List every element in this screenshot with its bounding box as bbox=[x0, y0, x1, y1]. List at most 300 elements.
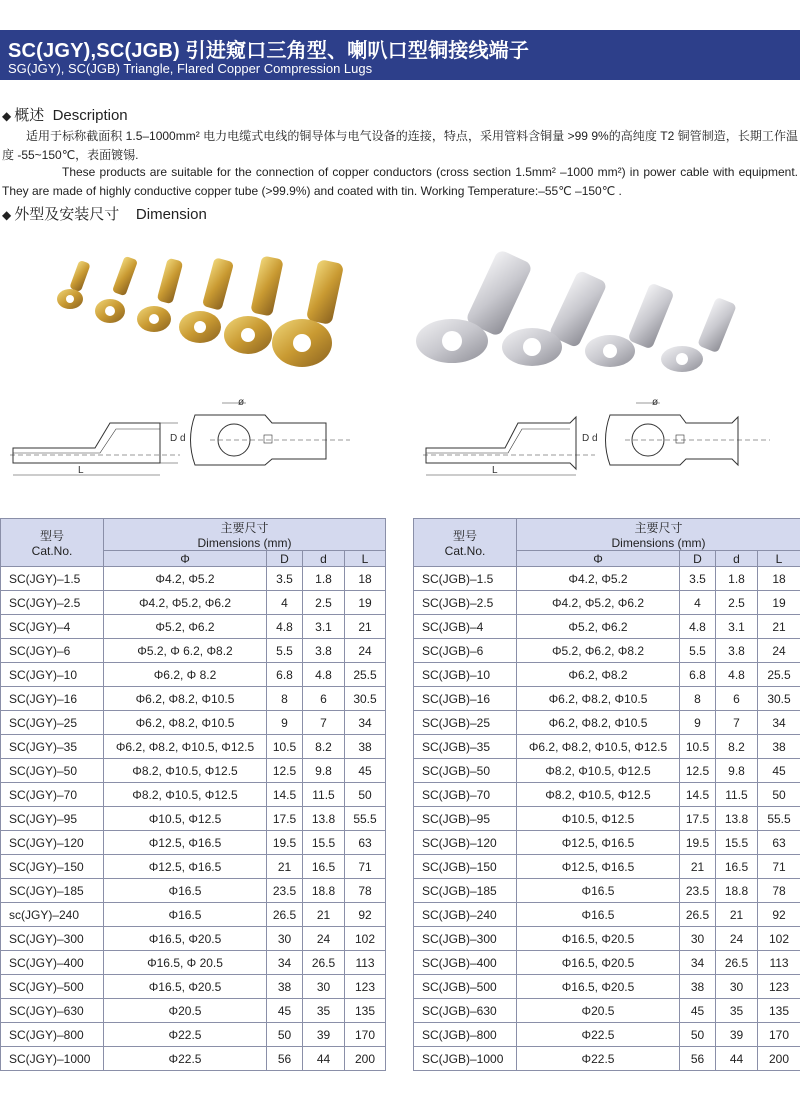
L-cell: 55.5 bbox=[345, 807, 386, 831]
d-cell: 18.8 bbox=[716, 879, 758, 903]
cat-no-cell: SC(JGY)–95 bbox=[1, 807, 104, 831]
table-row bbox=[1, 831, 386, 855]
D-cell: 19.5 bbox=[267, 831, 303, 855]
d-cell: 6 bbox=[716, 687, 758, 711]
stud-diameter-cell: Φ22.5 bbox=[517, 1023, 680, 1047]
cat-no-cell: SC(JGB)–1.5 bbox=[414, 567, 517, 591]
D-cell: 14.5 bbox=[680, 783, 716, 807]
cat-no-cell: SC(JGY)–50 bbox=[1, 759, 104, 783]
table-row bbox=[1, 807, 386, 831]
L-cell: 30.5 bbox=[345, 687, 386, 711]
table-row bbox=[414, 591, 800, 615]
d-cell: 30 bbox=[303, 975, 345, 999]
cat-no-cell: SC(JGY)–25 bbox=[1, 711, 104, 735]
d-cell: 35 bbox=[716, 999, 758, 1023]
D-cell: 17.5 bbox=[267, 807, 303, 831]
D-cell: 10.5 bbox=[680, 735, 716, 759]
cat-no-cell: SC(JGB)–25 bbox=[414, 711, 517, 735]
cat-no-cell: SC(JGY)–2.5 bbox=[1, 591, 104, 615]
dim-label-d: d bbox=[592, 433, 598, 444]
table-row bbox=[414, 1047, 800, 1071]
title-banner bbox=[0, 30, 800, 80]
D-cell: 3.5 bbox=[680, 567, 716, 591]
description-heading bbox=[2, 104, 128, 125]
L-cell: 71 bbox=[758, 855, 800, 879]
cat-no-cell: SC(JGY)–10 bbox=[1, 663, 104, 687]
D-cell: 12.5 bbox=[267, 759, 303, 783]
d-cell: 3.8 bbox=[716, 639, 758, 663]
D-cell: 3.5 bbox=[267, 567, 303, 591]
d-cell: 30 bbox=[716, 975, 758, 999]
cat-no-cell: SC(JGB)–185 bbox=[414, 879, 517, 903]
D-cell: 12.5 bbox=[680, 759, 716, 783]
table-row bbox=[414, 951, 800, 975]
side-profile-outline bbox=[426, 417, 576, 469]
d-cell: 1.8 bbox=[716, 567, 758, 591]
table-row bbox=[414, 975, 800, 999]
cat-no-cell: SC(JGB)–50 bbox=[414, 759, 517, 783]
D-cell: 19.5 bbox=[680, 831, 716, 855]
L-cell: 50 bbox=[345, 783, 386, 807]
cat-no-cell: SC(JGY)–120 bbox=[1, 831, 104, 855]
dims-header bbox=[517, 519, 800, 551]
table-row bbox=[1, 999, 386, 1023]
D-cell: 4 bbox=[680, 591, 716, 615]
description-english: These products are suitable for the connection of copper conductors (cross section 1.5mm² –1000 mm²) in power cable with equipment. They are made of highly conductive copper tube (>99.9%) and coated with tin. Working Temperature:–55℃ –150℃ . bbox=[2, 165, 798, 198]
D-cell: 21 bbox=[267, 855, 303, 879]
L-cell: 50 bbox=[758, 783, 800, 807]
L-cell: 123 bbox=[345, 975, 386, 999]
D-cell: 45 bbox=[267, 999, 303, 1023]
table-row bbox=[414, 807, 800, 831]
table-row bbox=[1, 567, 386, 591]
L-cell: 45 bbox=[345, 759, 386, 783]
d-cell: 21 bbox=[303, 903, 345, 927]
d-cell: 9.8 bbox=[716, 759, 758, 783]
description-heading-en: Description bbox=[52, 107, 128, 124]
stud-diameter-cell: Φ6.2, Φ8.2, Φ10.5 bbox=[104, 711, 267, 735]
D-cell: 50 bbox=[267, 1023, 303, 1047]
cat-no-cell: SC(JGY)–4 bbox=[1, 615, 104, 639]
L-cell: 135 bbox=[345, 999, 386, 1023]
L-header: L bbox=[345, 551, 386, 567]
table-row bbox=[414, 855, 800, 879]
title-english: SG(JGY), SC(JGB) Triangle, Flared Copper Compression Lugs bbox=[8, 61, 373, 76]
table-row bbox=[1, 711, 386, 735]
dims-header bbox=[104, 519, 386, 551]
L-cell: 123 bbox=[758, 975, 800, 999]
cat-no-cell: SC(JGB)–4 bbox=[414, 615, 517, 639]
stud-diameter-cell: Φ8.2, Φ10.5, Φ12.5 bbox=[517, 759, 680, 783]
cat-no-cell: SC(JGY)–1.5 bbox=[1, 567, 104, 591]
d-cell: 44 bbox=[303, 1047, 345, 1071]
D-cell: 5.5 bbox=[680, 639, 716, 663]
table-row bbox=[1, 927, 386, 951]
D-cell: 34 bbox=[267, 951, 303, 975]
stud-diameter-cell: Φ4.2, Φ5.2 bbox=[104, 567, 267, 591]
table-row bbox=[414, 783, 800, 807]
L-cell: 24 bbox=[345, 639, 386, 663]
stud-diameter-cell: Φ12.5, Φ16.5 bbox=[104, 831, 267, 855]
D-cell: 10.5 bbox=[267, 735, 303, 759]
dim-label-D: D bbox=[582, 433, 590, 444]
cat-no-cell: SC(JGB)–500 bbox=[414, 975, 517, 999]
D-cell: 4.8 bbox=[267, 615, 303, 639]
L-cell: 18 bbox=[758, 567, 800, 591]
cat-no-cell: SC(JGB)–240 bbox=[414, 903, 517, 927]
D-cell: 23.5 bbox=[680, 879, 716, 903]
stud-diameter-cell: Φ16.5 bbox=[104, 903, 267, 927]
jgy-table-body bbox=[1, 567, 386, 1071]
cat-no-cell: SC(JGB)–630 bbox=[414, 999, 517, 1023]
d-cell: 26.5 bbox=[303, 951, 345, 975]
d-cell: 39 bbox=[716, 1023, 758, 1047]
cat-no-cell: SC(JGY)–35 bbox=[1, 735, 104, 759]
description-heading-cn: 概述 bbox=[14, 107, 45, 124]
d-cell: 13.8 bbox=[303, 807, 345, 831]
stud-diameter-cell: Φ6.2, Φ 8.2 bbox=[104, 663, 267, 687]
stud-diameter-cell: Φ6.2, Φ8.2, Φ10.5, Φ12.5 bbox=[517, 735, 680, 759]
phi-header: Φ bbox=[104, 551, 267, 567]
d-cell: 9.8 bbox=[303, 759, 345, 783]
d-cell: 8.2 bbox=[303, 735, 345, 759]
L-cell: 19 bbox=[758, 591, 800, 615]
D-cell: 14.5 bbox=[267, 783, 303, 807]
d-cell: 3.8 bbox=[303, 639, 345, 663]
cat-no-cell: SC(JGB)–800 bbox=[414, 1023, 517, 1047]
D-cell: 8 bbox=[680, 687, 716, 711]
L-cell: 30.5 bbox=[758, 687, 800, 711]
L-cell: 24 bbox=[758, 639, 800, 663]
stud-diameter-cell: Φ4.2, Φ5.2 bbox=[517, 567, 680, 591]
L-header: L bbox=[758, 551, 800, 567]
L-cell: 102 bbox=[345, 927, 386, 951]
stud-diameter-cell: Φ16.5 bbox=[517, 879, 680, 903]
cat-no-cell: SC(JGY)–500 bbox=[1, 975, 104, 999]
D-cell: 17.5 bbox=[680, 807, 716, 831]
D-cell: 6.8 bbox=[267, 663, 303, 687]
dims-header-en: Dimensions (mm) bbox=[197, 536, 292, 550]
L-cell: 71 bbox=[345, 855, 386, 879]
D-cell: 23.5 bbox=[267, 879, 303, 903]
diamond-bullet-icon: ◆ bbox=[2, 208, 12, 222]
table-row bbox=[1, 1047, 386, 1071]
d-cell: 3.1 bbox=[716, 615, 758, 639]
cat-no-cell: SC(JGB)–300 bbox=[414, 927, 517, 951]
stud-diameter-cell: Φ16.5, Φ20.5 bbox=[104, 975, 267, 999]
L-cell: 200 bbox=[758, 1047, 800, 1071]
table-row bbox=[414, 1023, 800, 1047]
phi-header: Φ bbox=[517, 551, 680, 567]
cat-no-cell: sc(JGY)–240 bbox=[1, 903, 104, 927]
table-row bbox=[1, 663, 386, 687]
description-chinese: 适用于标称截面积 1.5–1000mm² 电力电缆式电线的铜导体与电气设备的连接，特点，采用管料含铜量 >99 9%的高纯度 T2 铜管制造，长期工作温度 -55~150℃，表面镀锡. bbox=[2, 129, 798, 162]
D-cell: 26.5 bbox=[267, 903, 303, 927]
dims-header-cn: 主要尺寸 bbox=[220, 521, 269, 535]
table-row bbox=[1, 615, 386, 639]
table-row bbox=[1, 903, 386, 927]
stud-diameter-cell: Φ22.5 bbox=[517, 1047, 680, 1071]
cat-no-cell: SC(JGY)–150 bbox=[1, 855, 104, 879]
stud-diameter-cell: Φ6.2, Φ8.2, Φ10.5 bbox=[104, 687, 267, 711]
d-cell: 6 bbox=[303, 687, 345, 711]
D-cell: 9 bbox=[267, 711, 303, 735]
dimension-heading bbox=[2, 203, 207, 224]
table-row bbox=[414, 831, 800, 855]
d-cell: 18.8 bbox=[303, 879, 345, 903]
table-row bbox=[1, 735, 386, 759]
table-row bbox=[414, 735, 800, 759]
stud-diameter-cell: Φ5.2, Φ6.2 bbox=[104, 615, 267, 639]
L-cell: 38 bbox=[345, 735, 386, 759]
stud-diameter-cell: Φ6.2, Φ8.2, Φ10.5 bbox=[517, 711, 680, 735]
cat-no-cell: SC(JGB)–2.5 bbox=[414, 591, 517, 615]
cat-no-cell: SC(JGB)–6 bbox=[414, 639, 517, 663]
table-row bbox=[1, 975, 386, 999]
stud-diameter-cell: Φ5.2, Φ6.2, Φ8.2 bbox=[517, 639, 680, 663]
cat-no-cell: SC(JGB)–35 bbox=[414, 735, 517, 759]
L-cell: 102 bbox=[758, 927, 800, 951]
L-cell: 63 bbox=[758, 831, 800, 855]
D-cell: 34 bbox=[680, 951, 716, 975]
stud-diameter-cell: Φ16.5, Φ20.5 bbox=[517, 951, 680, 975]
copper-lug-1 bbox=[57, 260, 91, 309]
D-cell: 8 bbox=[267, 687, 303, 711]
cat-no-cell: SC(JGY)–1000 bbox=[1, 1047, 104, 1071]
table-row bbox=[1, 639, 386, 663]
L-cell: 78 bbox=[758, 879, 800, 903]
D-cell: 38 bbox=[680, 975, 716, 999]
table-row bbox=[414, 567, 800, 591]
d-cell: 16.5 bbox=[716, 855, 758, 879]
D-cell: 9 bbox=[680, 711, 716, 735]
cat-no-cell: SC(JGB)–70 bbox=[414, 783, 517, 807]
D-cell: 21 bbox=[680, 855, 716, 879]
stud-diameter-cell: Φ10.5, Φ12.5 bbox=[104, 807, 267, 831]
table-row bbox=[414, 663, 800, 687]
model-header-en: Cat.No. bbox=[444, 544, 486, 558]
cat-no-cell: SC(JGB)–10 bbox=[414, 663, 517, 687]
tinned-lug-4 bbox=[661, 297, 737, 372]
L-cell: 55.5 bbox=[758, 807, 800, 831]
d-cell: 4.8 bbox=[303, 663, 345, 687]
L-cell: 92 bbox=[758, 903, 800, 927]
dim-label-d: d bbox=[180, 433, 186, 444]
stud-diameter-cell: Φ6.2, Φ8.2, Φ10.5, Φ12.5 bbox=[104, 735, 267, 759]
d-cell: 4.8 bbox=[716, 663, 758, 687]
D-cell: 56 bbox=[267, 1047, 303, 1071]
cat-no-cell: SC(JGY)–16 bbox=[1, 687, 104, 711]
jgy-dimension-table bbox=[0, 518, 386, 1071]
cat-no-cell: SC(JGB)–16 bbox=[414, 687, 517, 711]
stud-diameter-cell: Φ8.2, Φ10.5, Φ12.5 bbox=[104, 759, 267, 783]
d-cell: 24 bbox=[303, 927, 345, 951]
L-cell: 34 bbox=[758, 711, 800, 735]
d-cell: 15.5 bbox=[716, 831, 758, 855]
stud-diameter-cell: Φ10.5, Φ12.5 bbox=[517, 807, 680, 831]
stud-diameter-cell: Φ16.5 bbox=[104, 879, 267, 903]
table-row bbox=[1, 591, 386, 615]
dim-label-L: L bbox=[492, 465, 498, 476]
cat-no-cell: SC(JGB)–120 bbox=[414, 831, 517, 855]
table-row bbox=[1, 1023, 386, 1047]
d-cell: 44 bbox=[716, 1047, 758, 1071]
table-row bbox=[414, 927, 800, 951]
stud-diameter-cell: Φ20.5 bbox=[517, 999, 680, 1023]
d-cell: 2.5 bbox=[716, 591, 758, 615]
table-row bbox=[414, 639, 800, 663]
L-cell: 78 bbox=[345, 879, 386, 903]
table-row bbox=[414, 903, 800, 927]
D-cell: 38 bbox=[267, 975, 303, 999]
d-cell: 26.5 bbox=[716, 951, 758, 975]
L-cell: 92 bbox=[345, 903, 386, 927]
table-row bbox=[1, 951, 386, 975]
L-cell: 21 bbox=[345, 615, 386, 639]
model-header-cn: 型号 bbox=[39, 529, 64, 543]
model-header-en: Cat.No. bbox=[31, 544, 73, 558]
dimension-heading-cn: 外型及安装尺寸 bbox=[14, 206, 120, 223]
D-cell: 4 bbox=[267, 591, 303, 615]
dim-label-phi: ø bbox=[238, 397, 245, 408]
stud-diameter-cell: Φ8.2, Φ10.5, Φ12.5 bbox=[104, 783, 267, 807]
dimension-heading-en: Dimension bbox=[135, 206, 207, 223]
D-cell: 45 bbox=[680, 999, 716, 1023]
cat-no-cell: SC(JGB)–150 bbox=[414, 855, 517, 879]
copper-lug-6 bbox=[272, 259, 344, 367]
stud-diameter-cell: Φ8.2, Φ10.5, Φ12.5 bbox=[517, 783, 680, 807]
cat-no-cell: SC(JGY)–630 bbox=[1, 999, 104, 1023]
L-cell: 113 bbox=[345, 951, 386, 975]
stud-diameter-cell: Φ22.5 bbox=[104, 1023, 267, 1047]
stud-diameter-cell: Φ5.2, Φ 6.2, Φ8.2 bbox=[104, 639, 267, 663]
stud-diameter-cell: Φ20.5 bbox=[104, 999, 267, 1023]
d-cell: 24 bbox=[716, 927, 758, 951]
title-chinese: SC(JGY),SC(JGB) 引进窥口三角型、喇叭口型铜接线端子 bbox=[8, 40, 530, 62]
table-row bbox=[1, 687, 386, 711]
D-header: D bbox=[267, 551, 303, 567]
L-cell: 200 bbox=[345, 1047, 386, 1071]
stud-diameter-cell: Φ22.5 bbox=[104, 1047, 267, 1071]
D-header: D bbox=[680, 551, 716, 567]
cat-no-cell: SC(JGY)–70 bbox=[1, 783, 104, 807]
table-row bbox=[1, 759, 386, 783]
D-cell: 56 bbox=[680, 1047, 716, 1071]
stud-diameter-cell: Φ16.5, Φ20.5 bbox=[104, 927, 267, 951]
d-header: d bbox=[303, 551, 345, 567]
cat-no-cell: SC(JGY)–300 bbox=[1, 927, 104, 951]
cat-no-cell: SC(JGY)–185 bbox=[1, 879, 104, 903]
D-cell: 30 bbox=[267, 927, 303, 951]
stud-diameter-cell: Φ12.5, Φ16.5 bbox=[104, 855, 267, 879]
L-cell: 45 bbox=[758, 759, 800, 783]
model-header bbox=[1, 519, 104, 567]
L-cell: 34 bbox=[345, 711, 386, 735]
table-row bbox=[414, 759, 800, 783]
model-header-cn: 型号 bbox=[452, 529, 477, 543]
L-cell: 21 bbox=[758, 615, 800, 639]
diamond-bullet-icon: ◆ bbox=[2, 109, 12, 123]
cat-no-cell: SC(JGB)–400 bbox=[414, 951, 517, 975]
d-cell: 7 bbox=[303, 711, 345, 735]
d-cell: 1.8 bbox=[303, 567, 345, 591]
d-cell: 13.8 bbox=[716, 807, 758, 831]
D-cell: 4.8 bbox=[680, 615, 716, 639]
L-cell: 170 bbox=[345, 1023, 386, 1047]
d-header: d bbox=[716, 551, 758, 567]
jgb-dimension-table bbox=[413, 518, 800, 1071]
d-cell: 21 bbox=[716, 903, 758, 927]
d-cell: 16.5 bbox=[303, 855, 345, 879]
table-row bbox=[414, 879, 800, 903]
d-cell: 39 bbox=[303, 1023, 345, 1047]
stud-diameter-cell: Φ16.5, Φ20.5 bbox=[517, 927, 680, 951]
d-cell: 7 bbox=[716, 711, 758, 735]
copper-lug-2 bbox=[95, 256, 138, 323]
cat-no-cell: SC(JGY)–6 bbox=[1, 639, 104, 663]
table-row bbox=[414, 687, 800, 711]
dim-label-L: L bbox=[78, 465, 84, 476]
table-row bbox=[1, 855, 386, 879]
L-cell: 170 bbox=[758, 1023, 800, 1047]
table-row bbox=[414, 999, 800, 1023]
L-cell: 19 bbox=[345, 591, 386, 615]
dims-header-en: Dimensions (mm) bbox=[611, 536, 706, 550]
dim-label-phi: ø bbox=[652, 397, 659, 408]
D-cell: 26.5 bbox=[680, 903, 716, 927]
L-cell: 18 bbox=[345, 567, 386, 591]
d-cell: 11.5 bbox=[303, 783, 345, 807]
model-header bbox=[414, 519, 517, 567]
cat-no-cell: SC(JGY)–800 bbox=[1, 1023, 104, 1047]
cat-no-cell: SC(JGB)–1000 bbox=[414, 1047, 517, 1071]
tinned-lugs-photo bbox=[410, 243, 750, 383]
D-cell: 30 bbox=[680, 927, 716, 951]
D-cell: 6.8 bbox=[680, 663, 716, 687]
table-row bbox=[414, 615, 800, 639]
d-cell: 8.2 bbox=[716, 735, 758, 759]
d-cell: 11.5 bbox=[716, 783, 758, 807]
table-row bbox=[1, 879, 386, 903]
L-cell: 63 bbox=[345, 831, 386, 855]
D-cell: 5.5 bbox=[267, 639, 303, 663]
cat-no-cell: SC(JGY)–400 bbox=[1, 951, 104, 975]
stud-diameter-cell: Φ4.2, Φ5.2, Φ6.2 bbox=[104, 591, 267, 615]
stud-diameter-cell: Φ6.2, Φ8.2 bbox=[517, 663, 680, 687]
stud-diameter-cell: Φ4.2, Φ5.2, Φ6.2 bbox=[517, 591, 680, 615]
L-cell: 38 bbox=[758, 735, 800, 759]
cat-no-cell: SC(JGB)–95 bbox=[414, 807, 517, 831]
d-cell: 3.1 bbox=[303, 615, 345, 639]
L-cell: 25.5 bbox=[758, 663, 800, 687]
triangle-lug-drawing bbox=[10, 393, 370, 481]
stud-diameter-cell: Φ16.5, Φ20.5 bbox=[517, 975, 680, 999]
L-cell: 135 bbox=[758, 999, 800, 1023]
L-cell: 113 bbox=[758, 951, 800, 975]
d-cell: 35 bbox=[303, 999, 345, 1023]
flared-lug-drawing bbox=[420, 393, 790, 481]
stud-diameter-cell: Φ16.5 bbox=[517, 903, 680, 927]
stud-diameter-cell: Φ5.2, Φ6.2 bbox=[517, 615, 680, 639]
table-row bbox=[1, 783, 386, 807]
D-cell: 50 bbox=[680, 1023, 716, 1047]
stud-diameter-cell: Φ6.2, Φ8.2, Φ10.5 bbox=[517, 687, 680, 711]
copper-lug-3 bbox=[137, 258, 183, 332]
stud-diameter-cell: Φ12.5, Φ16.5 bbox=[517, 831, 680, 855]
dim-label-D: D bbox=[170, 433, 178, 444]
dims-header-cn: 主要尺寸 bbox=[634, 521, 683, 535]
copper-lugs-photo bbox=[50, 243, 380, 375]
